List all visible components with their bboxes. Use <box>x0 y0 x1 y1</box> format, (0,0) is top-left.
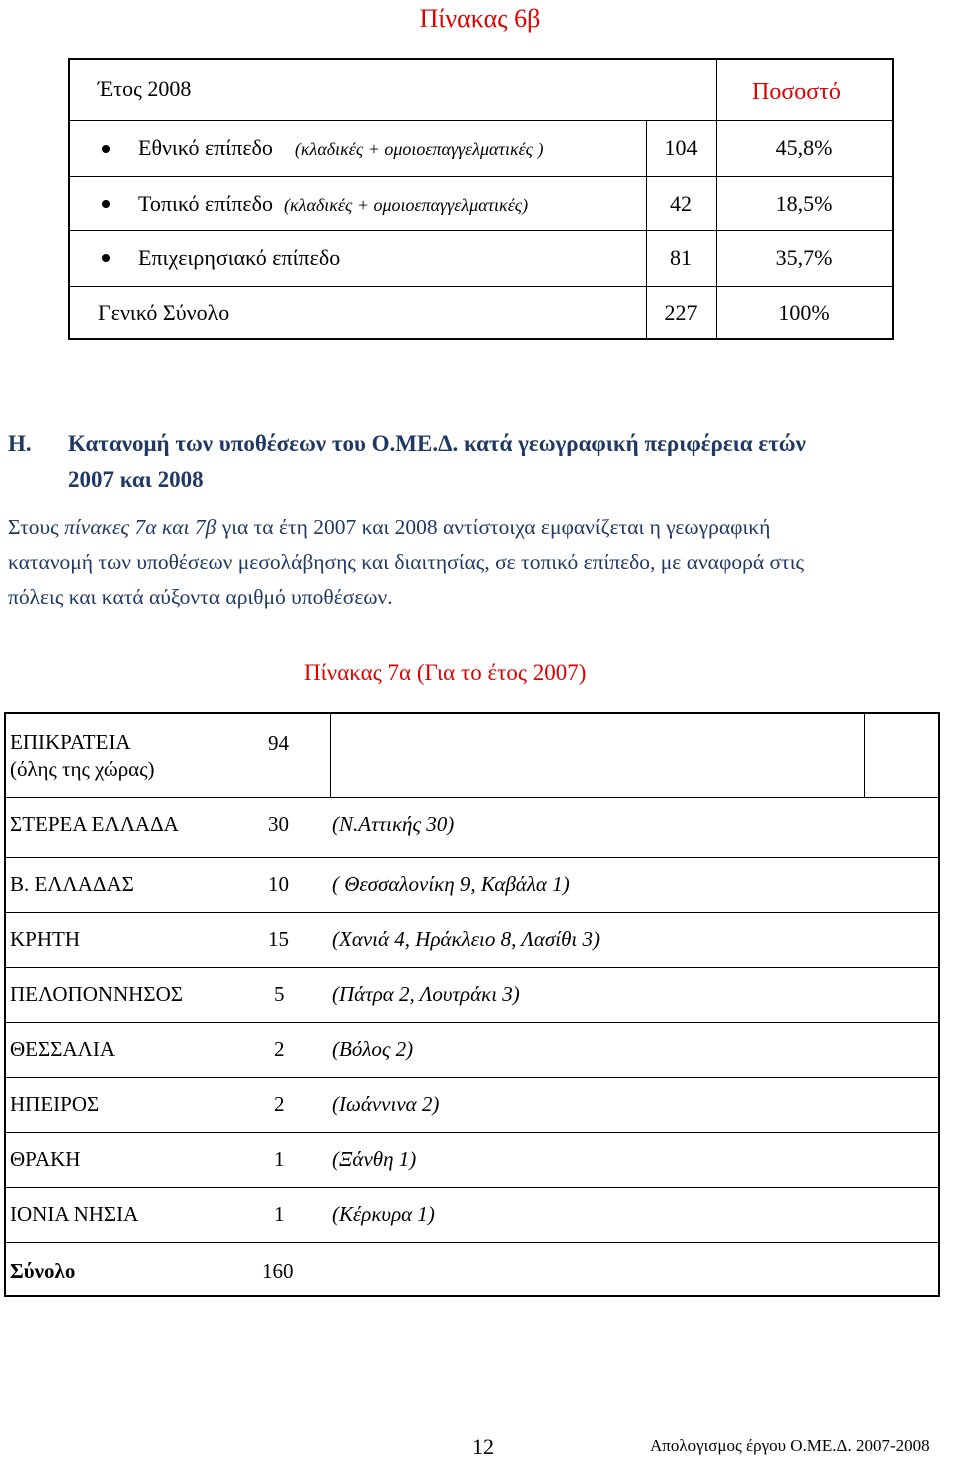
region-cities: (Ξάνθη 1) <box>332 1147 417 1171</box>
region-cities: (Ιωάννινα 2) <box>332 1092 440 1116</box>
table6b-title: Πίνακας 6β <box>419 4 541 33</box>
table6b-row-count: 81 <box>670 245 692 270</box>
table6b-row-percent: 18,5% <box>775 191 833 216</box>
intro-paragraph: Στους πίνακες 7α και 7β για τα έτη 2007 και 2008 αντίστοιχα εμφανίζεται η γεωγραφική κατανομή των υποθέσεων μεσολάβησης και διαιτησίας, σε τοπικό επίπεδο, με αναφορά στις πόλεις και κατά αύξοντα αριθμό υποθέσεων. <box>8 515 804 609</box>
region-count: 1 <box>274 1202 285 1226</box>
section-title: Κατανομή των υποθέσεων του Ο.ΜΕ.Δ. κατά γεωγραφική περιφέρεια ετών <box>68 431 806 456</box>
region-count: 2 <box>274 1092 285 1116</box>
page-number: 12 <box>472 1434 494 1459</box>
region-count: 10 <box>268 872 289 896</box>
region-name: ΗΠΕΙΡΟΣ <box>10 1092 100 1116</box>
region-name: ΘΕΣΣΑΛΙΑ <box>10 1037 115 1061</box>
region-name: ΙΟΝΙΑ ΝΗΣΙΑ <box>10 1202 139 1226</box>
table6b-row-percent: 45,8% <box>775 135 833 160</box>
bullet-icon <box>102 254 110 262</box>
bullet-icon <box>102 145 110 153</box>
table6b-total-count: 227 <box>664 300 698 325</box>
region-cities: (Πάτρα 2, Λουτράκι 3) <box>332 982 520 1006</box>
region-subtitle: (όλης της χώρας) <box>10 757 155 781</box>
table6b-row-label: Επιχειρησιακό επίπεδο <box>138 245 341 270</box>
footer-text: Απολογισμος έργου Ο.ΜΕ.Δ. 2007-2008 <box>650 1436 930 1455</box>
section-title-cont: 2007 και 2008 <box>68 467 204 492</box>
section-letter: Η. <box>8 431 32 456</box>
region-cities: (Ν.Αττικής 30) <box>332 812 455 836</box>
region-name: ΘΡΑΚΗ <box>10 1147 81 1171</box>
region-cities: (Χανιά 4, Ηράκλειο 8, Λασίθι 3) <box>332 927 600 951</box>
region-name: ΚΡΗΤΗ <box>10 927 81 951</box>
region-count: 30 <box>268 812 289 836</box>
region-count: 2 <box>274 1037 285 1061</box>
region-count: 15 <box>268 927 289 951</box>
region-name: Β. ΕΛΛΑΔΑΣ <box>10 872 134 896</box>
year-label: Έτος 2008 <box>98 76 192 101</box>
table6b-row-percent: 35,7% <box>775 245 833 270</box>
region-count: 94 <box>268 731 289 755</box>
table7a-total-count: 160 <box>262 1259 294 1283</box>
table6b-row-label: Εθνικό επίπεδο (κλαδικές + ομοιοεπαγγελματικές ) <box>138 135 544 160</box>
region-name: ΕΠΙΚΡΑΤΕΙΑ <box>10 730 131 754</box>
bullet-icon <box>102 200 110 208</box>
region-cities: (Κέρκυρα 1) <box>332 1202 435 1226</box>
table7a-title: Πίνακας 7α (Για το έτος 2007) <box>304 660 587 685</box>
table6b-row-count: 42 <box>670 191 692 216</box>
table6b-row-label: Τοπικό επίπεδο (κλαδικές + ομοιοεπαγγελματικές) <box>138 191 529 216</box>
table7a-total-label: Σύνολο <box>10 1259 76 1283</box>
region-cities: ( Θεσσαλονίκη 9, Καβάλα 1) <box>332 872 570 896</box>
percent-header: Ποσοστό <box>752 79 841 105</box>
region-name: ΣΤΕΡΕΑ ΕΛΛΑΔΑ <box>10 812 179 836</box>
table-6b <box>68 58 894 340</box>
table6b-total-percent: 100% <box>778 300 830 325</box>
table-7a <box>4 712 940 1297</box>
table6b-row-count: 104 <box>664 135 698 160</box>
region-count: 5 <box>274 982 285 1006</box>
region-name: ΠΕΛΟΠΟΝΝΗΣΟΣ <box>10 982 183 1006</box>
region-cities: (Βόλος 2) <box>332 1037 414 1061</box>
region-count: 1 <box>274 1147 285 1171</box>
table6b-total-label: Γενικό Σύνολο <box>98 300 230 325</box>
